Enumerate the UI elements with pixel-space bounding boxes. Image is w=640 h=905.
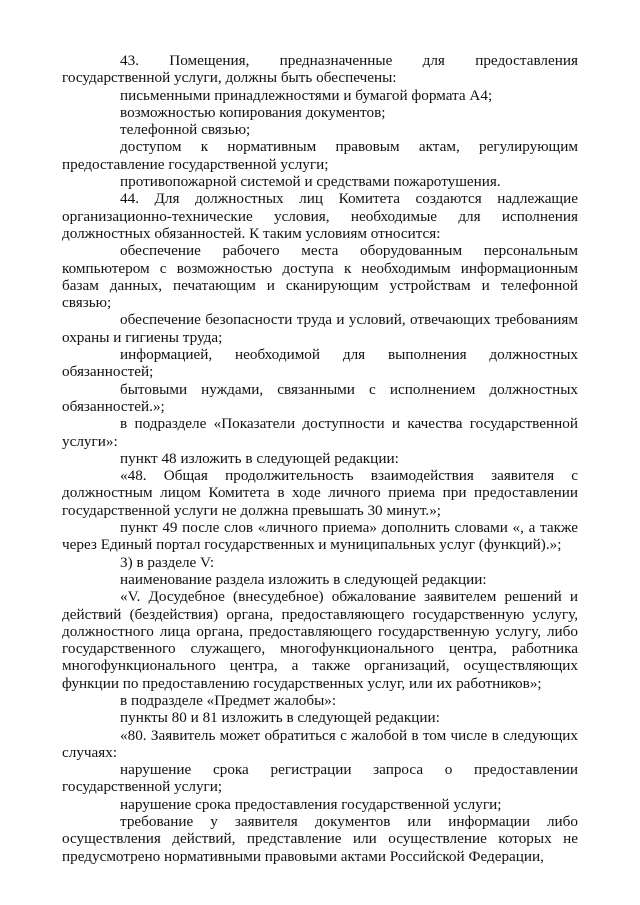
paragraph-item-43: 43. Помещения, предназначенные для предоставления государственной услуги, должны быть обеспечены: xyxy=(62,52,578,87)
paragraph-item-80: «80. Заявитель может обратиться с жалобой в том числе в следующих случаях: xyxy=(62,726,578,761)
paragraph-subsection-indicators: в подразделе «Показатели доступности и качества государственной услуги»: xyxy=(62,415,578,450)
paragraph-term-violation: нарушение срока предоставления государственной услуги; xyxy=(120,795,502,813)
paragraph-section-title-intro: наименование раздела изложить в следующей редакции: xyxy=(120,570,487,588)
paragraph-writing-supplies: письменными принадлежностями и бумагой формата А4; xyxy=(120,86,493,104)
paragraph-item-48-intro: пункт 48 изложить в следующей редакции: xyxy=(120,449,399,467)
paragraph-section-v: 3) в разделе V: xyxy=(120,553,215,571)
paragraph-labor-safety: обеспечение безопасности труда и условий, отвечающих требованиям охраны и гигиены труда; xyxy=(62,311,578,346)
paragraph-copying: возможностью копирования документов; xyxy=(120,103,386,121)
paragraph-item-49: пункт 49 после слов «личного приема» дополнить словами «, а также через Единый портал государственных и муниципальных услуг (функций).»; xyxy=(62,519,578,554)
paragraph-documents-requirement: требование у заявителя документов или информации либо осуществления действий, представление или осуществление которых не предусмотрено нормативными правовыми актами Российской Федерации, xyxy=(62,813,578,865)
paragraph-items-80-81-intro: пункты 80 и 81 изложить в следующей редакции: xyxy=(120,709,440,727)
paragraph-registration-violation: нарушение срока регистрации запроса о предоставлении государственной услуги; xyxy=(62,761,578,796)
paragraph-workplace: обеспечение рабочего места оборудованным персональным компьютером с возможностью доступа к необходимым информационным базам данных, печатающим и сканирующим устройствам и телефонной связью; xyxy=(62,242,578,312)
paragraph-item-48: «48. Общая продолжительность взаимодействия заявителя с должностным лицом Комитета в ходе личного приема при предоставлении государственной услуги не должна превышать 30 минут.»; xyxy=(62,467,578,519)
paragraph-telephone: телефонной связью; xyxy=(120,121,251,139)
paragraph-information: информацией, необходимой для выполнения должностных обязанностей; xyxy=(62,346,578,381)
document-body xyxy=(62,52,578,865)
paragraph-household-needs: бытовыми нуждами, связанными с исполнением должностных обязанностей.»; xyxy=(62,380,578,415)
paragraph-fire-safety: противопожарной системой и средствами пожаротушения. xyxy=(120,173,501,191)
paragraph-section-v-title: «V. Досудебное (внесудебное) обжалование заявителем решений и действий (бездействия) органа, предоставляющего государственную услугу, должностного лица органа, предоставляющего государственную услугу, либо государственного служащего, многофункционального центра, работника многофункционального центра, а также организаций, осуществляющих функции по предоставлению государственных услуг, или их работников»; xyxy=(62,588,578,692)
paragraph-subsection-complaint: в подразделе «Предмет жалобы»: xyxy=(120,691,337,709)
paragraph-item-44: 44. Для должностных лиц Комитета создаются надлежащие организационно-технические условия, необходимые для исполнения должностных обязанностей. К таким условиям относится: xyxy=(62,190,578,242)
paragraph-legal-access: доступом к нормативным правовым актам, регулирующим предоставление государственной услуги; xyxy=(62,138,578,173)
